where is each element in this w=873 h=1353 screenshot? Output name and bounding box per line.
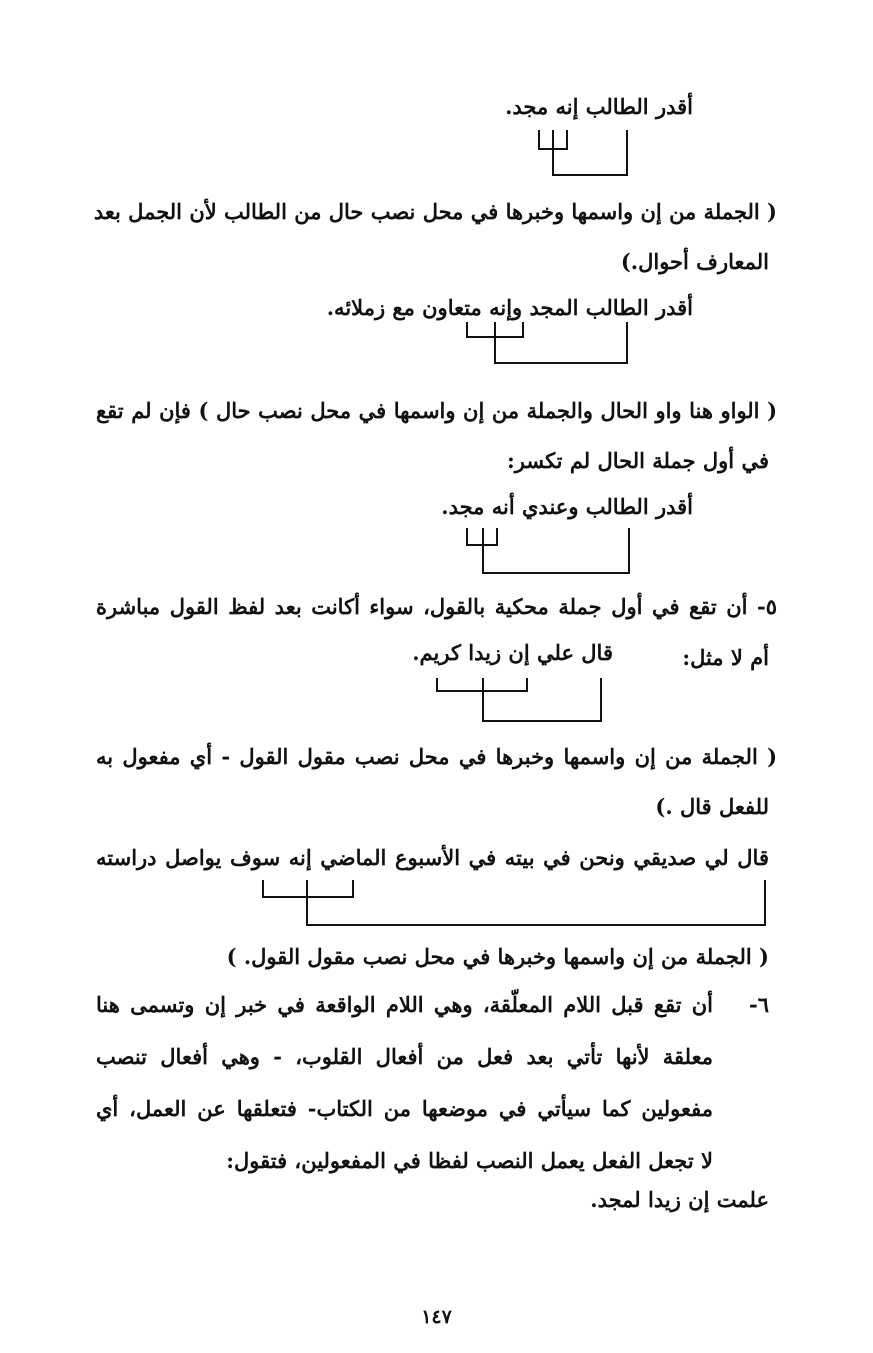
item-6-line-3: مفعولين كما سيأتي في موضعها من الكتاب- فتعلقها عن العمل، أي bbox=[96, 1096, 713, 1121]
paragraph-2-line-1: ( الواو هنا واو الحال والجملة من إن واسمها في محل نصب حال ) فإن لم تقع bbox=[96, 398, 777, 423]
paragraph-2-line-2: في أول جملة الحال لم تكسر: bbox=[507, 448, 769, 473]
paragraph-3-line-2: أم لا مثل: bbox=[682, 645, 769, 670]
paragraph-4-line-2: للفعل قال .) bbox=[655, 794, 769, 819]
paragraph-5: ( الجملة من إن واسمها وخبرها في محل نصب مقول القول. ) bbox=[226, 944, 769, 969]
bracket-large-1 bbox=[552, 130, 628, 176]
example-1: أقدر الطالب إنه مجد. bbox=[505, 94, 693, 119]
example-3: أقدر الطالب وعندي أنه مجد. bbox=[441, 494, 693, 519]
example-2: أقدر الطالب المجد وإنه متعاون مع زملائه. bbox=[326, 295, 693, 320]
item-6-line-2: معلقة لأنها تأتي بعد فعل من أفعال القلوب، - وهي أفعال تنصب bbox=[96, 1044, 713, 1069]
example-4: قال علي إن زيدا كريم. bbox=[412, 640, 613, 665]
bracket-large-4 bbox=[482, 678, 602, 722]
paragraph-1-line-1: ( الجملة من إن واسمها وخبرها في محل نصب حال من الطالب لأن الجمل بعد bbox=[93, 199, 777, 224]
example-6: علمت إن زيدا لمجد. bbox=[590, 1187, 769, 1212]
paragraph-3-line-1: ٥- أن تقع في أول جملة محكية بالقول، سواء أكانت بعد لفظ القول مباشرة bbox=[96, 594, 777, 619]
item-6-line-4: لا تجعل الفعل يعمل النصب لفظا في المفعولين، فتقول: bbox=[226, 1148, 713, 1173]
example-5: قال لي صديقي ونحن في بيته في الأسبوع الماضي إنه سوف يواصل دراسته bbox=[96, 845, 769, 870]
bracket-large-5 bbox=[306, 880, 766, 926]
paragraph-1-line-2: المعارف أحوال.) bbox=[620, 249, 769, 274]
paragraph-4-line-1: ( الجملة من إن واسمها وخبرها في محل نصب مقول القول - أي مفعول به bbox=[96, 744, 777, 769]
item-6-number: ٦- bbox=[749, 992, 769, 1017]
page-number: ١٤٧ bbox=[421, 1306, 452, 1328]
bracket-large-3 bbox=[482, 528, 630, 574]
bracket-large-2 bbox=[494, 322, 628, 364]
item-6-line-1: أن تقع قبل اللام المعلّقة، وهي اللام الواقعة في خبر إن وتسمى هنا bbox=[96, 992, 713, 1017]
